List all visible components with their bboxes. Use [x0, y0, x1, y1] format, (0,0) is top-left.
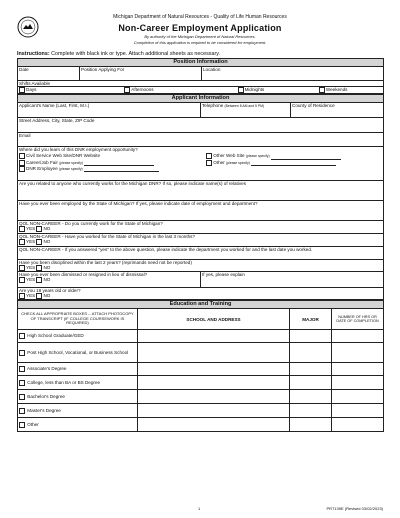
address-field[interactable]: Street Address, City, State, ZIP Code [18, 118, 384, 133]
edu-school-field[interactable] [138, 390, 290, 404]
section-applicant: Applicant Information [18, 95, 384, 103]
required-note: Completion of this application is required to be considered for employment. [133, 40, 267, 45]
civil-service-checkbox[interactable] [19, 153, 25, 159]
education-table [17, 300, 384, 432]
dnr-employee-checkbox[interactable] [19, 166, 25, 172]
section-position: Position Information [18, 59, 384, 67]
prior-employment-field[interactable]: Have you ever been employed by the State of Michigan? If yes, please indicate date of employment and department? [18, 201, 384, 221]
position-table [17, 58, 384, 94]
edu-major-field[interactable] [290, 363, 332, 376]
other-web-checkbox[interactable] [206, 153, 212, 159]
edu-hours-field[interactable] [332, 376, 384, 390]
qol1-yes-checkbox[interactable] [19, 226, 25, 232]
shift-options: Days Afternoons Midnights Weekends [18, 87, 384, 94]
age-yes-checkbox[interactable] [19, 293, 25, 299]
edu-row: Bachelor's Degree [18, 390, 138, 404]
edu-row: Associate's Degree [18, 363, 138, 376]
dnr-employee-input[interactable] [84, 167, 159, 172]
edu-major-field[interactable] [290, 376, 332, 390]
dismissal-explain-field[interactable]: If yes, please explain [201, 272, 384, 288]
dismissal-no-checkbox[interactable] [36, 277, 42, 283]
edu-checkbox[interactable] [19, 408, 25, 414]
edu-hours-field[interactable] [332, 390, 384, 404]
edu-col-major: MAJOR [290, 309, 332, 330]
form-header [17, 14, 383, 50]
edu-checkbox[interactable] [19, 394, 25, 400]
days-checkbox[interactable] [19, 87, 25, 93]
edu-school-field[interactable] [138, 363, 290, 376]
edu-checkbox[interactable] [19, 366, 25, 372]
instructions: Instructions: Complete with black ink or type. Attach additional sheets as necessary. [17, 51, 221, 57]
edu-col-hours: NUMBER OF HRS OR DATE OF COMPLETION [332, 309, 384, 330]
position-field[interactable]: Position Applying For [80, 67, 202, 81]
dismissal-yes-checkbox[interactable] [19, 277, 25, 283]
edu-hours-field[interactable] [332, 343, 384, 363]
edu-major-field[interactable] [290, 418, 332, 432]
page-number: 1 [198, 506, 201, 511]
qol-department-field[interactable]: QOL NON-CAREER - If you answered "yes" to the above question, please indicate the department you worked for and the last date you worked. [18, 247, 384, 260]
qol-current-block: QOL NON-CAREER - Do you currently work for the State of Michigan? YES NO [18, 221, 384, 234]
name-field[interactable]: Applicant's Name (Last, First, M.I.) [18, 103, 201, 118]
form-title: Non-Career Employment Application [118, 23, 282, 33]
applicant-table [17, 94, 384, 300]
edu-checkbox[interactable] [19, 333, 25, 339]
dnr-seal-icon [17, 16, 39, 38]
edu-col-check: CHECK ALL APPROPRIATE BOXES -- ATTACH PHOTOCOPY OF TRANSCRIPT (IF COLLEGE COURSEWORK IS REQUIRED) [18, 309, 138, 330]
qol2-no-checkbox[interactable] [36, 239, 42, 245]
edu-row: Master's Degree [18, 404, 138, 418]
county-field[interactable]: County of Residence [291, 103, 384, 118]
edu-row: High School Graduate/GED [18, 330, 138, 343]
qol2-yes-checkbox[interactable] [19, 239, 25, 245]
edu-checkbox[interactable] [19, 380, 25, 386]
other-checkbox[interactable] [206, 160, 212, 166]
weekends-checkbox[interactable] [319, 87, 325, 93]
edu-major-field[interactable] [290, 330, 332, 343]
email-field[interactable]: Email [18, 133, 384, 147]
agency-name: Michigan Department of Natural Resources - Quality of Life Human Resources [113, 14, 287, 20]
location-field[interactable]: Location [202, 67, 384, 81]
edu-hours-field[interactable] [332, 418, 384, 432]
other-input[interactable] [251, 161, 336, 166]
qol1-no-checkbox[interactable] [36, 226, 42, 232]
section-education: Education and Training [18, 301, 384, 309]
edu-hours-field[interactable] [332, 330, 384, 343]
edu-row: Other [18, 418, 138, 432]
referral-question: Where did you learn of this DNR employment opportunity? [19, 147, 138, 152]
edu-major-field[interactable] [290, 343, 332, 363]
edu-checkbox[interactable] [19, 422, 25, 428]
career-fair-checkbox[interactable] [19, 160, 25, 166]
shifts-label: Shifts Available [18, 81, 384, 87]
edu-checkbox[interactable] [19, 350, 25, 356]
midnights-checkbox[interactable] [238, 87, 244, 93]
other-web-input[interactable] [271, 155, 341, 160]
form-number: PR7139E (Revised 03/02/2023) [326, 506, 383, 511]
authority-note: By authority of the Michigan Department of Natural Resources. [144, 34, 256, 39]
afternoons-checkbox[interactable] [124, 87, 130, 93]
edu-row: College, less than BA or BS Degree [18, 376, 138, 390]
edu-major-field[interactable] [290, 390, 332, 404]
telephone-field[interactable]: Telephone (Between 8 AM and 5 PM) [201, 103, 291, 118]
date-field[interactable]: Date [18, 67, 80, 81]
qol-recent-block: QOL NON-CAREER - Have you worked for the State of Michigan in the last 3 months? YES NO [18, 234, 384, 247]
discipline-yes-checkbox[interactable] [19, 265, 25, 271]
age-no-checkbox[interactable] [36, 293, 42, 299]
edu-school-field[interactable] [138, 343, 290, 363]
discipline-no-checkbox[interactable] [36, 265, 42, 271]
edu-col-school: SCHOOL AND ADDRESS [138, 309, 290, 330]
discipline-block: Have you been disciplined within the last 2 years? (reprimands need not be reported) YES NO [18, 260, 384, 272]
application-page [17, 12, 383, 511]
edu-school-field[interactable] [138, 330, 290, 343]
edu-school-field[interactable] [138, 404, 290, 418]
dismissal-block: Have you ever been dismissed or resigned in lieu of dismissal? YES NO [18, 272, 201, 288]
edu-school-field[interactable] [138, 418, 290, 432]
edu-row: Post High School, Vocational, or Business School [18, 343, 138, 363]
edu-hours-field[interactable] [332, 363, 384, 376]
edu-hours-field[interactable] [332, 404, 384, 418]
edu-major-field[interactable] [290, 404, 332, 418]
referral-block: Where did you learn of this DNR employment opportunity? Civil Service Web Site/DNR Website Other Web Site (please specify) Career/Job Fair (please specify) Other (please specify) DNR Employee (please specify) [18, 147, 384, 181]
edu-school-field[interactable] [138, 376, 290, 390]
age-block: Are you 18 years old or older? YES NO [18, 288, 384, 300]
relatives-field[interactable]: Are you related to anyone who currently works for the Michigan DNR? If so, please indicate name(s) of relatives [18, 181, 384, 201]
